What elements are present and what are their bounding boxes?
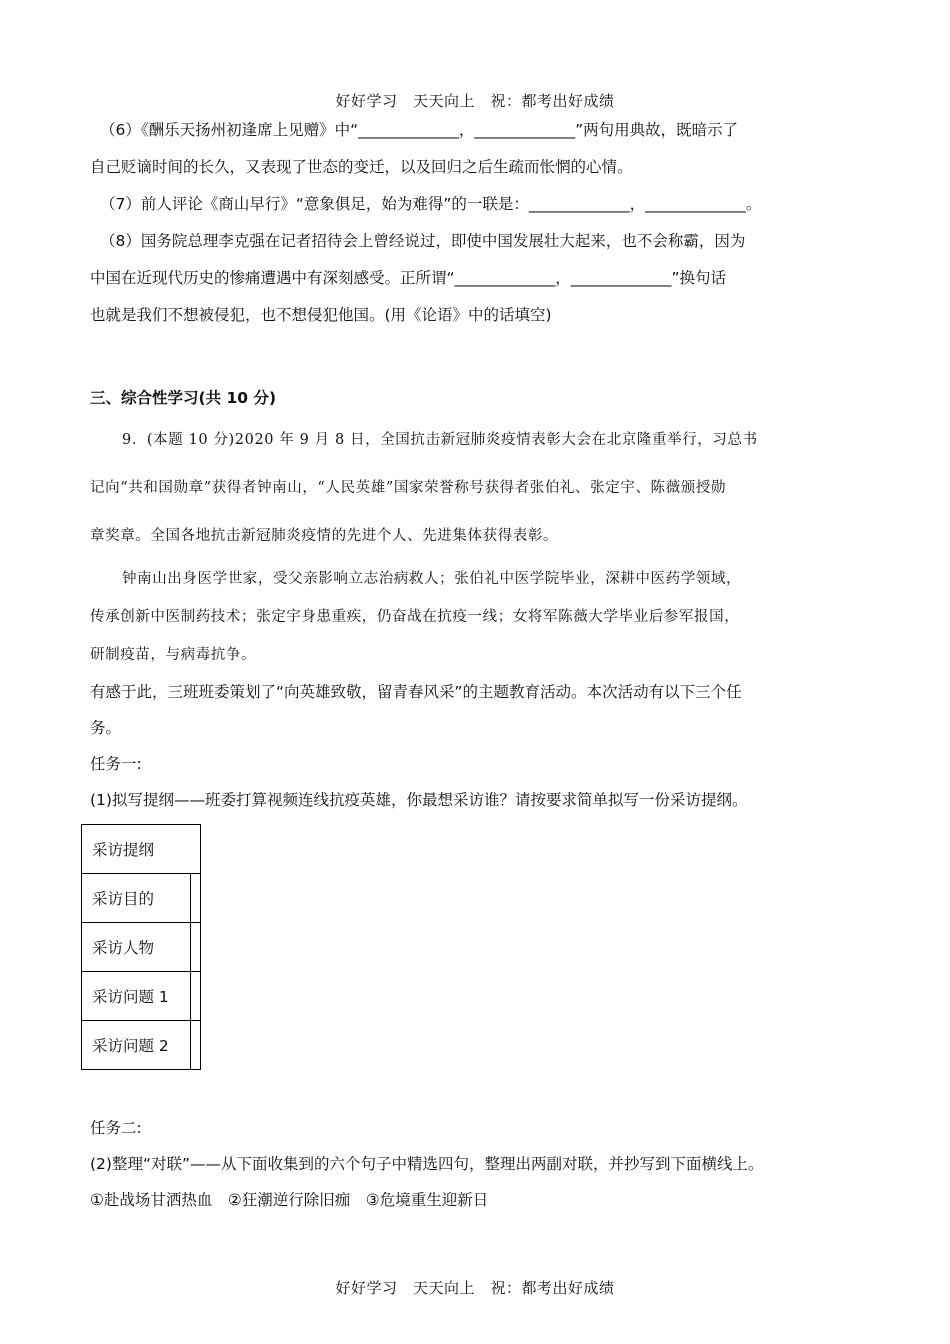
question-8-line-1: （8）国务院总理李克强在记者招待会上曾经说过，即使中国发展壮大起来，也不会称霸，因为 (100, 232, 746, 250)
question-6-line-2: 自己贬谪时间的长久，又表现了世态的变迁，以及回归之后生疏而怅惘的心情。 (90, 158, 633, 176)
question-9-para-1-line-2: 记向“共和国勋章”获得者钟南山，“人民英雄”国家荣誉称号获得者张伯礼、张定宇、陈薇颁授勋 (90, 480, 727, 496)
question-7: （7）前人评论《商山早行》“意象俱足，始为难得”的一联是：_____________，_____________。 (100, 195, 762, 213)
activity-intro-line-1: 有感于此，三班班委策划了“向英雄致敬，留青春风采”的主题教育活动。本次活动有以下三个任 (90, 683, 742, 701)
table-row (82, 825, 201, 874)
activity-intro-line-2: 务。 (90, 719, 122, 737)
question-6-line-1: （6）《酬乐天扬州初逢席上见赠》中“_____________，_____________”两句用典故，既暗示了 (100, 121, 739, 139)
task-2-question: (2)整理“对联”——从下面收集到的六个句子中精选四句，整理出两副对联，并抄写到下面横线上。 (90, 1155, 764, 1173)
table-answer-cell[interactable] (191, 1021, 201, 1070)
table-header-cell: 采访提纲 (82, 825, 201, 874)
page-header: 好好学习 天天向上 祝：都考出好成绩 (335, 92, 615, 110)
table-label-cell: 采访目的 (82, 874, 191, 923)
question-9-para-2-line-1: 钟南山出身医学世家，受父亲影响立志治病救人；张伯礼中医学院毕业，深耕中医药学领域， (122, 571, 742, 587)
question-9-para-2-line-3: 研制疫苗，与病毒抗争。 (90, 647, 257, 663)
table-answer-cell[interactable] (191, 972, 201, 1021)
section-3-title: 三、综合性学习(共 10 分) (90, 389, 277, 407)
page-footer: 好好学习 天天向上 祝：都考出好成绩 (335, 1279, 615, 1297)
document-body (90, 112, 795, 1218)
question-8-line-2: 中国在近现代历史的惨痛遭遇中有深刻感受。正所谓“_____________，_____________”换句话 (90, 269, 727, 287)
table-row (82, 874, 201, 923)
question-9-para-1-line-1: 9．(本题 10 分)2020 年 9 月 8 日，全国抗击新冠肺炎疫情表彰大会在北京隆重举行，习总书 (122, 432, 758, 448)
table-label-cell: 采访人物 (82, 923, 191, 972)
table-label-cell: 采访问题 2 (82, 1021, 191, 1070)
task-1-label: 任务一: (90, 755, 142, 773)
interview-outline-table (81, 824, 201, 1070)
table-row (82, 972, 201, 1021)
table-answer-cell[interactable] (191, 874, 201, 923)
couplet-options: ①赴战场甘洒热血 ②狂潮逆行除旧痂 ③危境重生迎新日 (90, 1191, 489, 1209)
table-label-cell: 采访问题 1 (82, 972, 191, 1021)
question-9-para-1-line-3: 章奖章。全国各地抗击新冠肺炎疫情的先进个人、先进集体获得表彰。 (90, 528, 559, 544)
table-row (82, 923, 201, 972)
table-answer-cell[interactable] (191, 923, 201, 972)
question-9-para-2-line-2: 传承创新中医制药技术；张定宇身患重疾，仍奋战在抗疫一线；女将军陈薇大学毕业后参军报国， (90, 609, 740, 625)
task-1-question: (1)拟写提纲——班委打算视频连线抗疫英雄，你最想采访谁？请按要求简单拟写一份采访提纲。 (90, 791, 748, 809)
table-row (82, 1021, 201, 1070)
question-8-line-3: 也就是我们不想被侵犯，也不想侵犯他国。(用《论语》中的话填空) (90, 306, 552, 324)
task-2-label: 任务二: (90, 1119, 142, 1137)
